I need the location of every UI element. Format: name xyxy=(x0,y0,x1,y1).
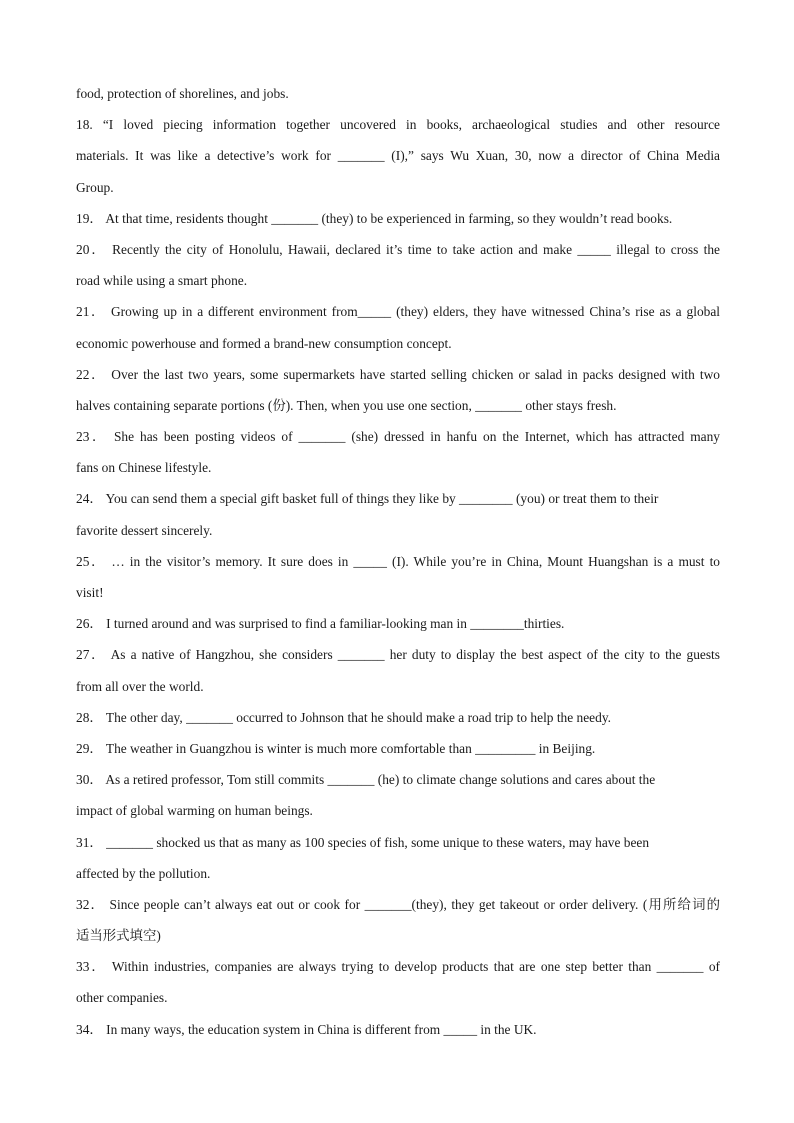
text-line: 25． … in the visitor’s memory. It sure does in _____ (I). While you’re in China, Mount Huangshan is a must to xyxy=(76,553,720,569)
question-34 xyxy=(76,1014,720,1045)
text-line: 24． You can send them a special gift basket full of things they like by ________ (you) or treat them to their xyxy=(76,491,659,507)
question-22 xyxy=(76,359,720,421)
text-line: Group. xyxy=(76,179,114,195)
question-26 xyxy=(76,608,720,639)
question-32 xyxy=(76,889,720,951)
exercise-list xyxy=(76,78,720,1045)
text-line: 32． Since people can’t always eat out or cook for _______(they), they get takeout or order delivery. (用所给词的 xyxy=(76,896,720,912)
text-line: other companies. xyxy=(76,990,168,1006)
question-27 xyxy=(76,639,720,701)
question-21 xyxy=(76,296,720,358)
text-line: affected by the pollution. xyxy=(76,865,211,881)
text-line: 19． At that time, residents thought _______ (they) to be experienced in farming, so they wouldn’t read books. xyxy=(76,210,673,226)
text-line: 21． Growing up in a different environment from_____ (they) elders, they have witnessed China’s rise as a global xyxy=(76,304,720,320)
question-20 xyxy=(76,234,720,296)
text-line: fans on Chinese lifestyle. xyxy=(76,460,212,476)
text-line: favorite dessert sincerely. xyxy=(76,522,213,538)
text-line: 18. “I loved piecing information together uncovered in books, archaeological studies and other resource xyxy=(76,117,720,133)
text-line: road while using a smart phone. xyxy=(76,273,248,289)
text-line: visit! xyxy=(76,585,104,600)
text-line: 33． Within industries, companies are always trying to develop products that are one step better than _______ of xyxy=(76,959,720,975)
text-line: 28． The other day, _______ occurred to Johnson that he should make a road trip to help the needy. xyxy=(76,709,611,725)
text-line: halves containing separate portions (份). Then, when you use one section, _______ other stays fresh. xyxy=(76,397,617,413)
question-19 xyxy=(76,203,720,234)
text-line: 26． I turned around and was surprised to find a familiar-looking man in ________thirties. xyxy=(76,616,565,632)
text-line: 适当形式填空) xyxy=(76,928,161,944)
question-30 xyxy=(76,764,720,826)
question-17-tail xyxy=(76,78,720,109)
text-line: 34． In many ways, the education system in China is different from _____ in the UK. xyxy=(76,1021,537,1037)
text-line: 20． Recently the city of Honolulu, Hawaii, declared it’s time to take action and make _____ illegal to cross the xyxy=(76,241,720,257)
question-24 xyxy=(76,483,720,545)
text-line: impact of global warming on human beings. xyxy=(76,803,313,819)
text-line: food, protection of shorelines, and jobs. xyxy=(76,86,289,101)
question-33 xyxy=(76,951,720,1013)
text-line: 29． The weather in Guangzhou is winter is much more comfortable than _________ in Beijing. xyxy=(76,740,596,756)
text-line: 22． Over the last two years, some supermarkets have started selling chicken or salad in packs designed with two xyxy=(76,366,720,382)
text-line: from all over the world. xyxy=(76,678,204,694)
question-18 xyxy=(76,109,720,203)
text-line: materials. It was like a detective’s work for _______ (I),” says Wu Xuan, 30, now a director of China Media xyxy=(76,148,720,164)
text-line: 31． _______ shocked us that as many as 100 species of fish, some unique to these waters, may have been xyxy=(76,834,650,850)
text-line: 23． She has been posting videos of _______ (she) dressed in hanfu on the Internet, which has attracted many xyxy=(76,429,720,445)
question-23 xyxy=(76,421,720,483)
text-line: 27． As a native of Hangzhou, she considers _______ her duty to display the best aspect of the city to the guests xyxy=(76,647,720,663)
question-31 xyxy=(76,827,720,889)
question-25 xyxy=(76,546,720,608)
question-28 xyxy=(76,702,720,733)
text-line: 30． As a retired professor, Tom still commits _______ (he) to climate change solutions and cares about the xyxy=(76,772,656,788)
question-29 xyxy=(76,733,720,764)
text-line: economic powerhouse and formed a brand-new consumption concept. xyxy=(76,335,452,351)
